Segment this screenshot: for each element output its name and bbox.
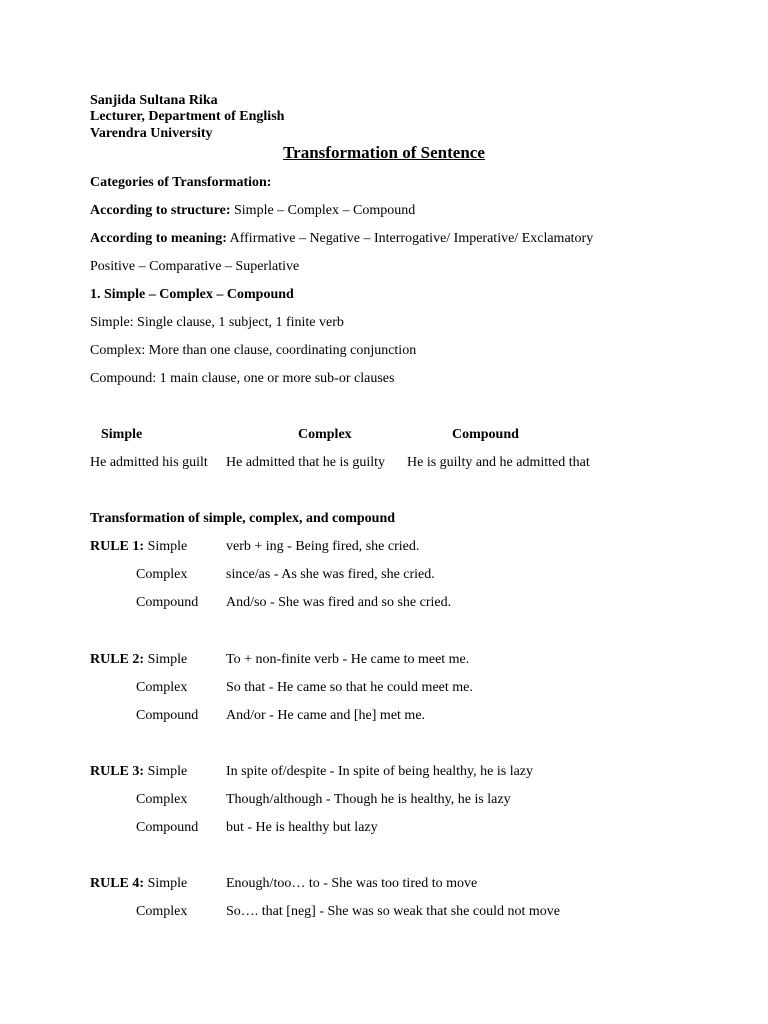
rule3-complex-text: Though/although - Though he is healthy, he is lazy bbox=[226, 792, 511, 807]
page-title: Transformation of Sentence bbox=[283, 143, 485, 162]
structure-label: According to structure: bbox=[90, 203, 231, 218]
rule1-simple-row bbox=[90, 539, 187, 555]
degree-line: Positive – Comparative – Superlative bbox=[90, 259, 300, 274]
table-header-compound: Compound bbox=[452, 427, 519, 442]
rule-type: Simple bbox=[147, 652, 188, 667]
rule-label: RULE 3: bbox=[90, 764, 145, 779]
rule1-compound-type: Compound bbox=[136, 595, 199, 610]
author-position: Lecturer, Department of English bbox=[90, 109, 285, 124]
rule2-compound-type: Compound bbox=[136, 708, 199, 723]
table-header-complex: Complex bbox=[298, 427, 352, 442]
meaning-text: Affirmative – Negative – Interrogative/ Imperative/ Exclamatory bbox=[226, 231, 594, 246]
rule1-complex-text: since/as - As she was fired, she cried. bbox=[226, 567, 435, 582]
rule-type: Simple bbox=[147, 876, 188, 891]
rule3-compound-text: but - He is healthy but lazy bbox=[226, 820, 378, 835]
section1-heading: 1. Simple – Complex – Compound bbox=[90, 287, 294, 302]
rule3-simple-text: In spite of/despite - In spite of being healthy, he is lazy bbox=[226, 764, 534, 779]
rule2-simple-row bbox=[90, 652, 187, 668]
rule3-complex-type: Complex bbox=[136, 792, 188, 807]
table-cell-complex: He admitted that he is guilty bbox=[226, 455, 386, 470]
author-institution: Varendra University bbox=[90, 126, 213, 141]
rule4-complex-type: Complex bbox=[136, 904, 188, 919]
meaning-line bbox=[90, 231, 593, 247]
definition-compound: Compound: 1 main clause, one or more sub-or clauses bbox=[90, 371, 395, 386]
rule3-simple-row bbox=[90, 764, 187, 780]
rule1-complex-type: Complex bbox=[136, 567, 188, 582]
rule-label: RULE 1: bbox=[90, 539, 145, 554]
categories-heading: Categories of Transformation: bbox=[90, 175, 272, 190]
rule1-compound-text: And/so - She was fired and so she cried. bbox=[226, 595, 452, 610]
rule4-simple-text: Enough/too… to - She was too tired to move bbox=[226, 876, 478, 891]
rule4-simple-row bbox=[90, 876, 187, 892]
table-header-simple: Simple bbox=[101, 427, 143, 442]
rule3-compound-type: Compound bbox=[136, 820, 199, 835]
rule-label: RULE 2: bbox=[90, 652, 145, 667]
structure-text: Simple – Complex – Compound bbox=[230, 203, 416, 218]
rule2-complex-text: So that - He came so that he could meet me. bbox=[226, 680, 473, 695]
table-cell-compound: He is guilty and he admitted that bbox=[407, 455, 590, 470]
rule-type: Simple bbox=[147, 764, 188, 779]
meaning-label: According to meaning: bbox=[90, 231, 227, 246]
rule2-compound-text: And/or - He came and [he] met me. bbox=[226, 708, 426, 723]
structure-line bbox=[90, 203, 415, 219]
rule1-simple-text: verb + ing - Being fired, she cried. bbox=[226, 539, 420, 554]
rule-type: Simple bbox=[147, 539, 188, 554]
rule4-complex-text: So…. that [neg] - She was so weak that she could not move bbox=[226, 904, 560, 919]
definition-simple: Simple: Single clause, 1 subject, 1 finite verb bbox=[90, 315, 344, 330]
transformation-heading: Transformation of simple, complex, and compound bbox=[90, 511, 396, 526]
author-name: Sanjida Sultana Rika bbox=[90, 93, 218, 108]
rule2-complex-type: Complex bbox=[136, 680, 188, 695]
definition-complex: Complex: More than one clause, coordinating conjunction bbox=[90, 343, 417, 358]
rule-label: RULE 4: bbox=[90, 876, 145, 891]
rule2-simple-text: To + non-finite verb - He came to meet me. bbox=[226, 652, 470, 667]
table-cell-simple: He admitted his guilt bbox=[90, 455, 208, 470]
